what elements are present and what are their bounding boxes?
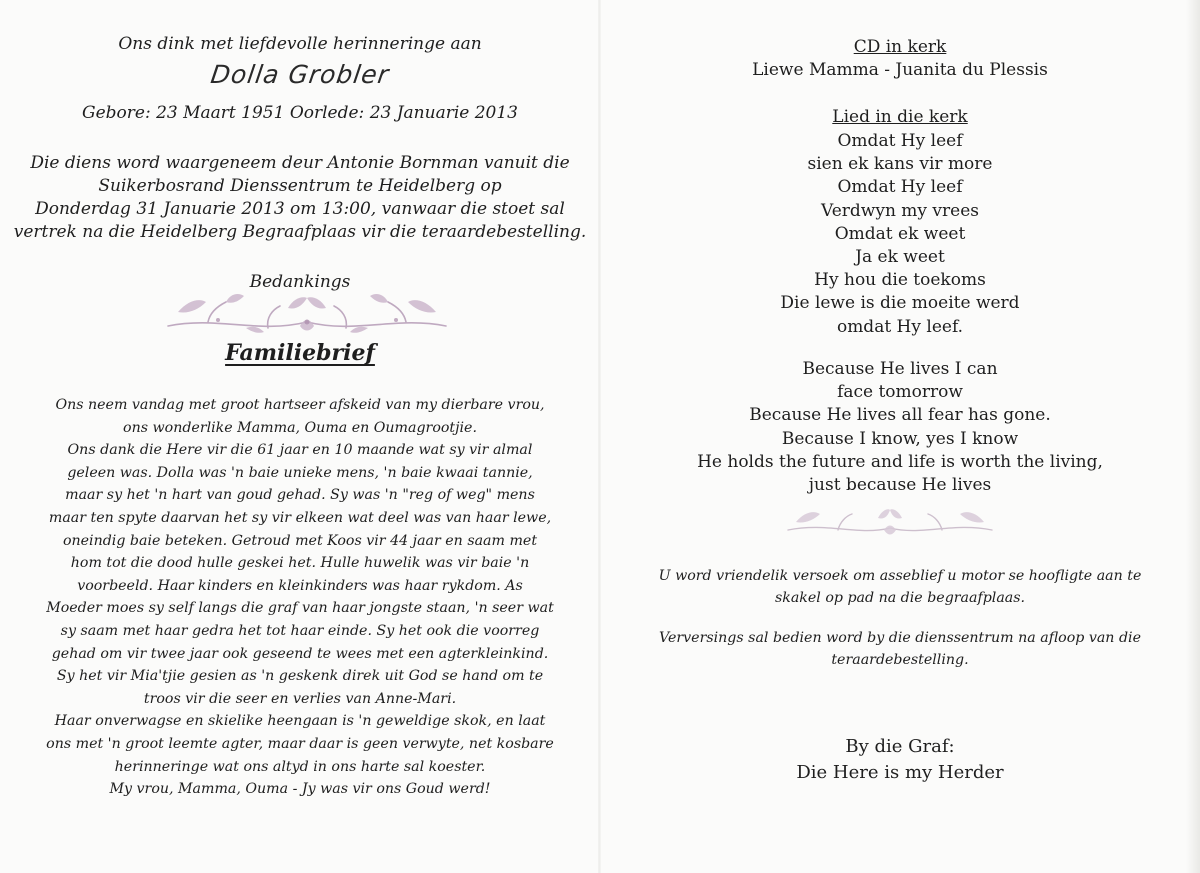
letter-line: sy saam met haar gedra het tot haar einde. Sy het ook die voorreg xyxy=(60,622,540,639)
letter-line: ons wonderlike Mamma, Ouma en Oumagrootjie. xyxy=(123,419,477,436)
refreshments-note xyxy=(600,627,1200,671)
song-line: Because I know, yes I know xyxy=(781,428,1019,449)
letter-line: Sy het vir Mia'tjie gesien as 'n geskenk direk uit God se hand om te xyxy=(56,668,544,685)
service-details xyxy=(0,152,600,244)
letter-line: hom tot die dood hulle geskei het. Hulle huwelik was vir baie 'n xyxy=(70,555,530,572)
bedankings-heading: Bedankings xyxy=(249,272,351,292)
floral-ornament-icon xyxy=(148,292,466,338)
service-line: Donderdag 31 Januarie 2013 om 13:00, vanwaar die stoet sal xyxy=(35,199,565,219)
song-line: omdat Hy leef. xyxy=(836,316,964,337)
birth-death-dates: Gebore: 23 Maart 1951 Oorlede: 23 Januarie 2013 xyxy=(82,103,518,123)
letter-line: herinneringe wat ons altyd in ons harte sal koester. xyxy=(114,758,486,775)
family-letter xyxy=(0,394,600,801)
song-line: Omdat Hy leef xyxy=(837,177,963,198)
song-afrikaans xyxy=(600,130,1200,339)
graf-heading: By die Graf: xyxy=(845,736,955,757)
letter-line: Ons neem vandag met groot hartseer afskeid van my dierbare vrou, xyxy=(55,397,545,413)
song-line: Omdat Hy leef xyxy=(837,131,963,151)
headlights-note xyxy=(600,565,1200,609)
letter-line: gehad om vir twee jaar ook geseend te wees met een agterkleinkind. xyxy=(51,645,549,662)
letter-line: ons met 'n groot leemte agter, maar daar is geen verwyte, net kosbare xyxy=(46,735,554,752)
floral-ornament-small-icon xyxy=(778,506,1002,540)
lied-heading: Lied in die kerk xyxy=(832,107,968,127)
intro-text: Ons dink met liefdevolle herinneringe aan xyxy=(118,34,482,54)
letter-line: voorbeeld. Haar kinders en kleinkinders was haar rykdom. As xyxy=(77,577,523,594)
letter-line: maar ten spyte daarvan het sy vir elkeen wat deel was van haar lewe, xyxy=(48,509,552,526)
letter-line: Ons dank die Here vir die 61 jaar en 10 maande wat sy vir almal xyxy=(67,442,533,459)
service-line: vertrek na die Heidelberg Begraafplaas vir die teraardebestelling. xyxy=(13,222,587,242)
cd-song: Liewe Mamma - Juanita du Plessis xyxy=(752,60,1048,80)
song-line: He holds the future and life is worth the living, xyxy=(697,451,1103,472)
service-line: Die diens word waargeneem deur Antonie Bornman vanuit die xyxy=(30,153,570,173)
letter-line: Haar onverwagse en skielike heengaan is 'n geweldige skok, en laat xyxy=(54,713,546,730)
song-line: just because He lives xyxy=(808,475,992,496)
note-line: teraardebestelling. xyxy=(831,652,969,668)
song-line: Die lewe is die moeite werd xyxy=(780,293,1020,314)
service-line: Suikerbosrand Dienssentrum te Heidelberg op xyxy=(98,176,502,196)
cd-heading: CD in kerk xyxy=(853,37,947,57)
song-line: Omdat ek weet xyxy=(834,223,966,244)
graf-psalm: Die Here is my Herder xyxy=(796,762,1004,783)
song-line: sien ek kans vir more xyxy=(807,154,993,175)
letter-line: maar sy het 'n hart van goud gehad. Sy was 'n "reg of weg" mens xyxy=(65,487,535,504)
song-line: Verdwyn my vrees xyxy=(821,200,979,221)
song-line: Because He lives I can xyxy=(802,359,998,379)
song-line: Hy hou die toekoms xyxy=(814,270,986,291)
letter-line: My vrou, Mamma, Ouma - Jy was vir ons Goud werd! xyxy=(109,781,491,798)
song-line: Because He lives all fear has gone. xyxy=(749,405,1051,426)
song-line: face tomorrow xyxy=(837,382,963,403)
letter-line: Moeder moes sy self langs die graf van haar jongste staan, 'n seer wat xyxy=(46,600,554,617)
letter-line: geleen was. Dolla was 'n baie unieke mens, 'n baie kwaai tannie, xyxy=(67,464,533,481)
letter-line: oneindig baie beteken. Getroud met Koos vir 44 jaar en saam met xyxy=(62,532,538,549)
graveside-section xyxy=(600,734,1200,786)
note-line: Verversings sal bedien word by die dienssentrum na afloop van die xyxy=(659,630,1141,646)
note-line: skakel op pad na die begraafplaas. xyxy=(774,590,1026,606)
song-english xyxy=(600,358,1200,497)
song-line: Ja ek weet xyxy=(855,247,945,268)
familiebrief-heading: Familiebrief xyxy=(225,340,375,366)
right-page xyxy=(600,0,1200,873)
letter-line: troos vir die seer en verlies van Anne-Mari. xyxy=(143,690,457,707)
deceased-name: Dolla Grobler xyxy=(208,60,392,89)
note-line: U word vriendelik versoek om asseblief u motor se hoofligte aan te xyxy=(658,568,1142,584)
